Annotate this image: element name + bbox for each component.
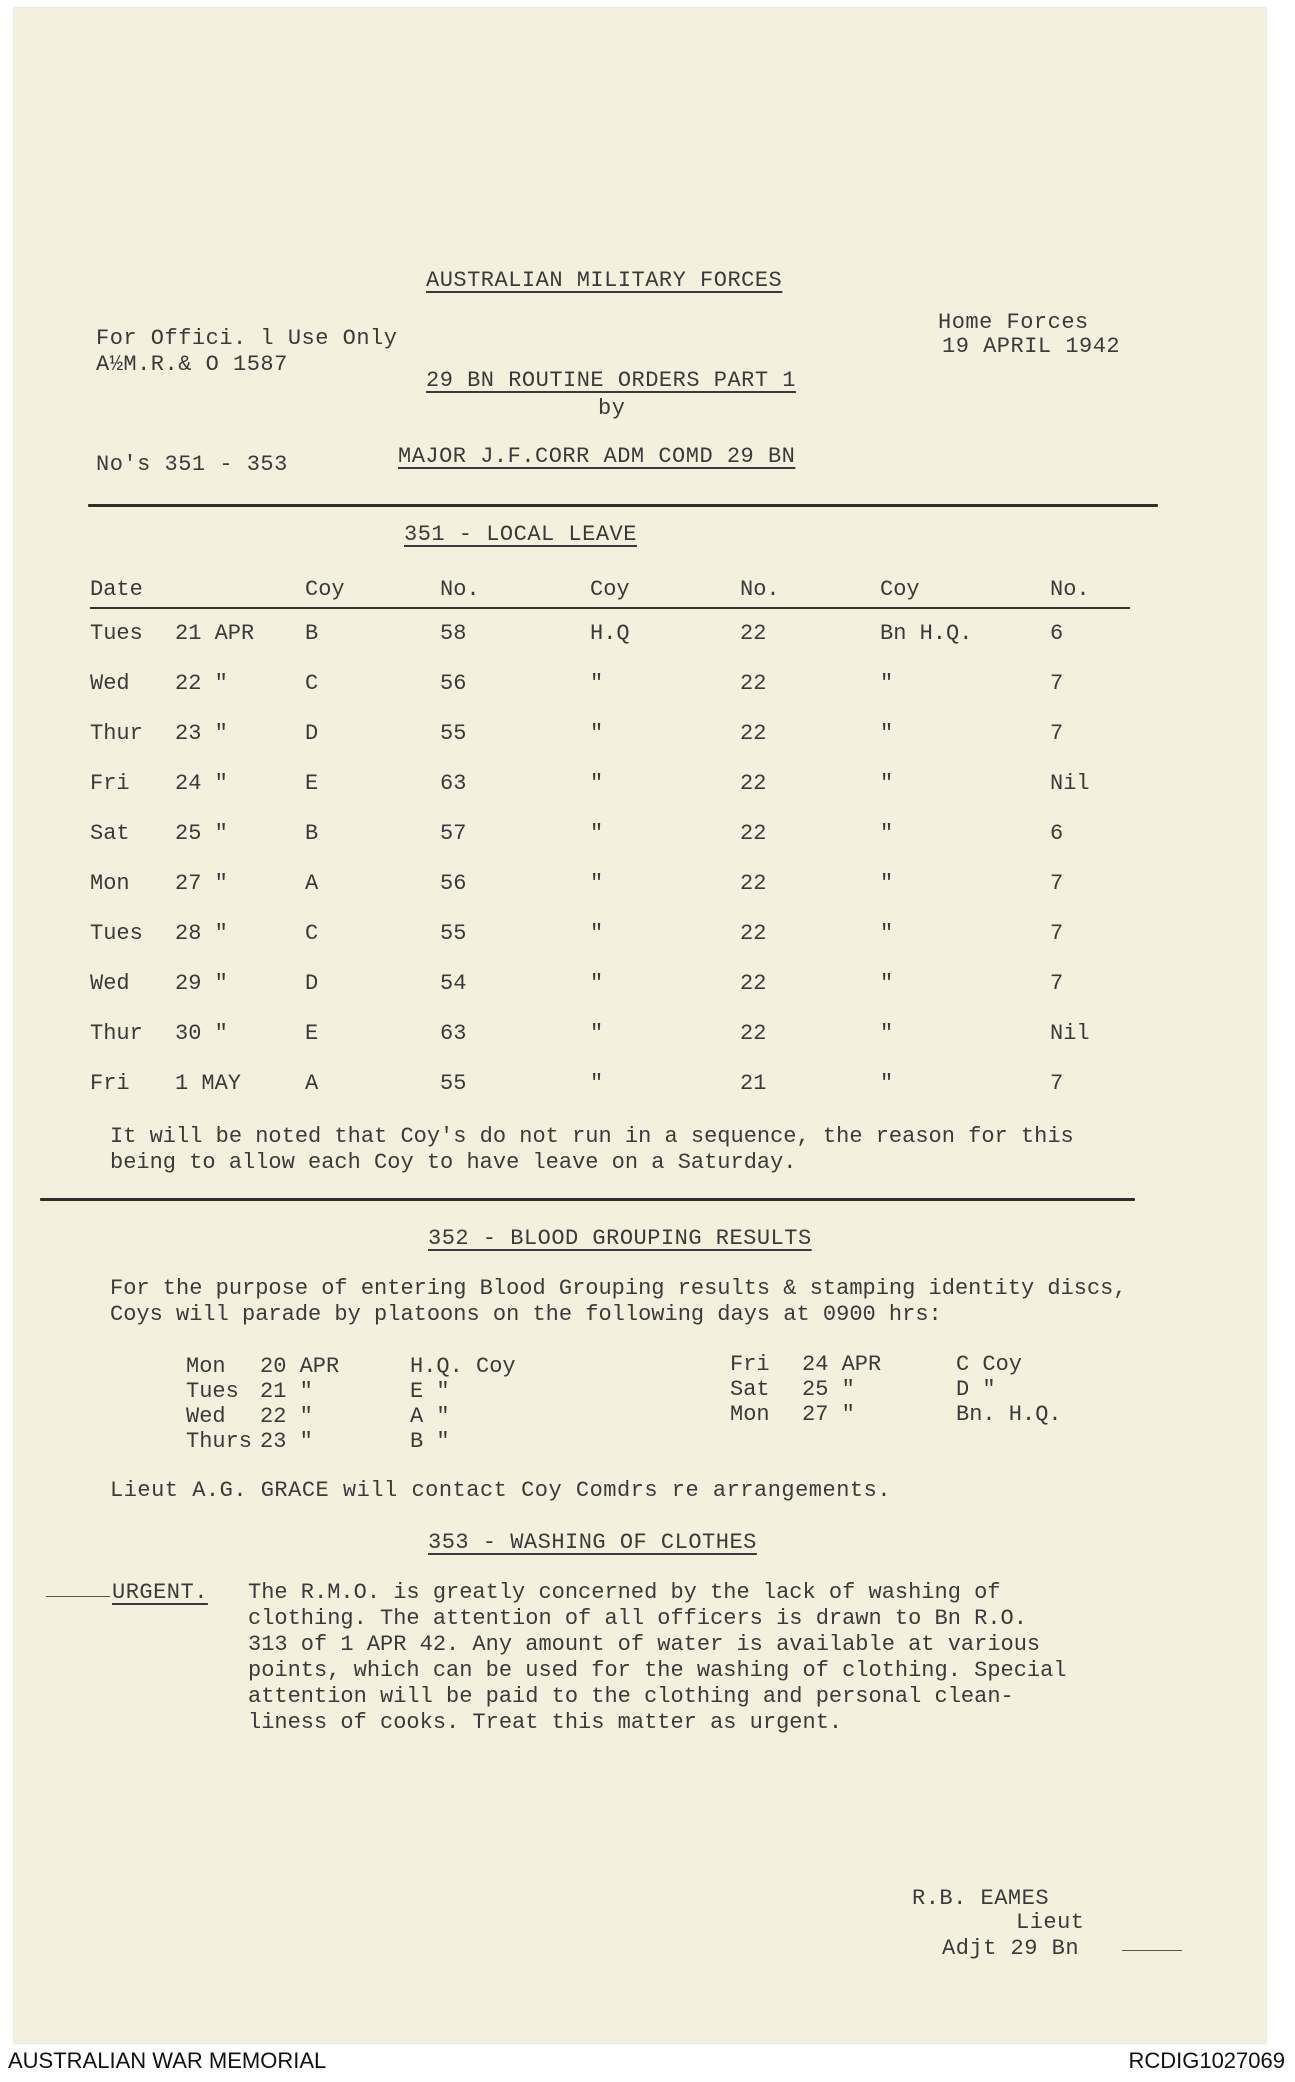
parade-date: 25 " <box>802 1377 855 1402</box>
washing-line: The R.M.O. is greatly concerned by the lack of washing of <box>248 1580 1001 1605</box>
table-header-row <box>90 572 1130 608</box>
list-item <box>730 1352 1062 1377</box>
signature-appointment: Adjt 29 Bn <box>942 1936 1080 1961</box>
document-date: 19 APRIL 1942 <box>942 334 1121 359</box>
parade-date: 22 " <box>260 1404 313 1429</box>
table-cell-no: 55 <box>440 920 467 946</box>
table-cell-no: 7 <box>1050 870 1064 896</box>
table-cell-no: 57 <box>440 820 467 846</box>
table-cell-date: 30 " <box>175 1020 228 1046</box>
column-header-coy: Coy <box>305 572 440 608</box>
table-cell-date: 27 " <box>175 870 228 896</box>
home-forces-label: Home Forces <box>938 310 1089 335</box>
table-row <box>90 1058 1130 1108</box>
washing-line: liness of cooks. Treat this matter as urgent. <box>248 1710 843 1735</box>
table-cell-date: 24 " <box>175 770 228 796</box>
table-cell-day: Fri <box>90 1070 130 1096</box>
margin-mark <box>46 1596 110 1597</box>
table-cell-no: 56 <box>440 670 467 696</box>
table-row <box>90 808 1130 858</box>
table-cell-day: Wed <box>90 670 130 696</box>
table-cell-no: 21 <box>740 1070 767 1096</box>
table-cell-coy: C <box>305 920 319 946</box>
table-cell-no: 22 <box>740 1020 767 1046</box>
table-cell-coy: Bn H.Q. <box>880 621 973 646</box>
table-cell-coy: " <box>590 770 604 796</box>
column-header-coy: Coy <box>880 572 1050 608</box>
table-cell-coy: E <box>305 1020 319 1046</box>
washing-heading: 353 - WASHING OF CLOTHES <box>428 1530 757 1555</box>
table-cell-coy: B <box>305 820 319 846</box>
washing-body <box>248 1580 1198 1736</box>
column-header-no: No. <box>740 572 880 608</box>
table-cell-coy: " <box>880 720 894 746</box>
table-cell-no: 63 <box>440 770 467 796</box>
list-item <box>186 1379 516 1404</box>
parade-coy: C Coy <box>956 1352 1023 1377</box>
table-cell-date: 23 " <box>175 720 228 746</box>
parade-date: 27 " <box>802 1402 855 1427</box>
orders-title: 29 BN ROUTINE ORDERS PART 1 <box>426 368 796 393</box>
table-cell-date: 29 " <box>175 970 228 996</box>
table-cell-coy: " <box>880 920 894 946</box>
blood-grouping-contact: Lieut A.G. GRACE will contact Coy Comdrs re arrangements. <box>110 1478 892 1503</box>
table-cell-coy: " <box>880 820 894 846</box>
table-cell-day: Tues <box>90 621 143 646</box>
by-label: by <box>598 396 626 421</box>
list-item <box>730 1377 1062 1402</box>
urgent-label: URGENT. <box>112 1580 208 1605</box>
washing-line: 313 of 1 APR 42. Any amount of water is available at various <box>248 1632 1041 1657</box>
table-cell-no: 58 <box>440 621 467 646</box>
table-row <box>90 608 1130 658</box>
local-leave-heading: 351 - LOCAL LEAVE <box>404 522 637 547</box>
table-cell-date: 22 " <box>175 670 228 696</box>
column-header-no: No. <box>440 572 590 608</box>
parade-day: Tues <box>186 1379 239 1404</box>
table-cell-day: Thur <box>90 1020 143 1046</box>
org-heading: AUSTRALIAN MILITARY FORCES <box>426 268 783 293</box>
form-reference: A½M.R.& O 1587 <box>96 352 288 377</box>
table-cell-no: 7 <box>1050 670 1064 696</box>
table-cell-no: 7 <box>1050 720 1064 746</box>
parade-day: Mon <box>730 1402 770 1427</box>
table-cell-coy: " <box>590 920 604 946</box>
table-cell-day: Wed <box>90 970 130 996</box>
order-numbers: No's 351 - 353 <box>96 452 288 477</box>
parade-coy: A " <box>410 1404 450 1429</box>
table-cell-coy: A <box>305 870 319 896</box>
parade-coy: H.Q. Coy <box>410 1354 516 1379</box>
table-cell-coy: A <box>305 1070 319 1096</box>
table-cell-no: 56 <box>440 870 467 896</box>
parade-coy: Bn. H.Q. <box>956 1402 1062 1427</box>
parade-coy: D " <box>956 1377 996 1402</box>
parade-day: Thurs <box>186 1429 253 1454</box>
parade-schedule-right <box>730 1352 1062 1427</box>
column-header-no: No. <box>1050 572 1130 608</box>
table-cell-coy: C <box>305 670 319 696</box>
table-cell-coy: " <box>590 720 604 746</box>
table-cell-coy: " <box>880 670 894 696</box>
parade-schedule-left <box>186 1354 516 1454</box>
table-cell-no: 7 <box>1050 970 1064 996</box>
parade-date: 24 APR <box>802 1352 882 1377</box>
official-use-label: For Offici. l Use Only <box>96 326 398 351</box>
table-cell-day: Tues <box>90 920 143 946</box>
table-cell-coy: D <box>305 970 319 996</box>
table-cell-no: 54 <box>440 970 467 996</box>
local-leave-note: It will be noted that Coy's do not run in a sequence, the reason for this being to allow each Coy to have leave on a Saturday. <box>110 1124 1074 1175</box>
parade-day: Fri <box>730 1352 770 1377</box>
table-cell-coy: " <box>880 970 894 996</box>
table-cell-coy: " <box>590 820 604 846</box>
table-cell-no: 22 <box>740 720 767 746</box>
table-row <box>90 758 1130 808</box>
table-cell-no: 55 <box>440 720 467 746</box>
table-cell-no: 22 <box>740 820 767 846</box>
signature-name: R.B. EAMES <box>912 1886 1050 1911</box>
table-cell-no: 6 <box>1050 621 1064 646</box>
parade-day: Mon <box>186 1354 226 1379</box>
table-cell-date: 25 " <box>175 820 228 846</box>
signature-rank: Lieut <box>1016 1910 1085 1935</box>
blood-grouping-intro: For the purpose of entering Blood Grouping results & stamping identity discs, Coys will parade by platoons on the following days at 0900 hrs: <box>110 1276 1127 1327</box>
table-cell-day: Thur <box>90 720 143 746</box>
table-cell-no: 63 <box>440 1020 467 1046</box>
local-leave-table <box>90 572 1130 1108</box>
parade-date: 20 APR <box>260 1354 340 1379</box>
table-cell-no: 22 <box>740 920 767 946</box>
table-cell-no: 22 <box>740 670 767 696</box>
washing-line: clothing. The attention of all officers is drawn to Bn R.O. <box>248 1606 1027 1631</box>
section-divider <box>40 1198 1135 1201</box>
parade-coy: B " <box>410 1429 450 1454</box>
table-cell-no: 22 <box>740 770 767 796</box>
list-item <box>186 1404 516 1429</box>
parade-day: Sat <box>730 1377 770 1402</box>
table-cell-date: 21 APR <box>175 621 255 646</box>
column-header-coy: Coy <box>590 572 740 608</box>
table-cell-day: Mon <box>90 870 130 896</box>
table-row <box>90 908 1130 958</box>
table-cell-no: 22 <box>740 870 767 896</box>
archive-footer-left: AUSTRALIAN WAR MEMORIAL <box>8 2048 327 2073</box>
table-cell-no: 6 <box>1050 820 1064 846</box>
table-cell-no: 22 <box>740 621 767 646</box>
table-cell-coy: H.Q <box>590 621 630 646</box>
table-cell-coy: " <box>880 870 894 896</box>
table-cell-coy: " <box>880 1020 894 1046</box>
table-cell-no: 7 <box>1050 1070 1064 1096</box>
column-header-date: Date <box>90 572 305 608</box>
table-cell-coy: " <box>590 1070 604 1096</box>
parade-date: 21 " <box>260 1379 313 1404</box>
commander-line: MAJOR J.F.CORR ADM COMD 29 BN <box>398 444 796 469</box>
table-cell-coy: " <box>590 870 604 896</box>
table-cell-date: 1 MAY <box>175 1070 242 1096</box>
signature-dash <box>1122 1950 1182 1951</box>
washing-line: points, which can be used for the washing of clothing. Special <box>248 1658 1067 1683</box>
table-cell-no: 55 <box>440 1070 467 1096</box>
list-item <box>186 1354 516 1379</box>
table-cell-coy: B <box>305 621 319 646</box>
header-divider <box>88 504 1158 507</box>
table-cell-coy: " <box>590 970 604 996</box>
table-cell-coy: " <box>590 1020 604 1046</box>
table-cell-no: Nil <box>1050 770 1090 796</box>
table-cell-day: Fri <box>90 770 130 796</box>
table-cell-date: 28 " <box>175 920 228 946</box>
table-row <box>90 1008 1130 1058</box>
archive-footer-right: RCDIG1027069 <box>1128 2048 1285 2073</box>
parade-coy: E " <box>410 1379 450 1404</box>
table-row <box>90 858 1130 908</box>
table-row <box>90 708 1130 758</box>
table-cell-no: 7 <box>1050 920 1064 946</box>
table-cell-coy: D <box>305 720 319 746</box>
table-row <box>90 958 1130 1008</box>
parade-day: Wed <box>186 1404 226 1429</box>
table-cell-coy: " <box>880 1070 894 1096</box>
table-cell-coy: E <box>305 770 319 796</box>
list-item <box>186 1429 516 1454</box>
parade-date: 23 " <box>260 1429 313 1454</box>
table-cell-coy: " <box>590 670 604 696</box>
list-item <box>730 1402 1062 1427</box>
table-cell-coy: " <box>880 770 894 796</box>
table-cell-no: Nil <box>1050 1020 1090 1046</box>
washing-line: attention will be paid to the clothing and personal clean- <box>248 1684 1014 1709</box>
table-cell-day: Sat <box>90 820 130 846</box>
blood-grouping-heading: 352 - BLOOD GROUPING RESULTS <box>428 1226 812 1251</box>
table-cell-no: 22 <box>740 970 767 996</box>
table-row <box>90 658 1130 708</box>
